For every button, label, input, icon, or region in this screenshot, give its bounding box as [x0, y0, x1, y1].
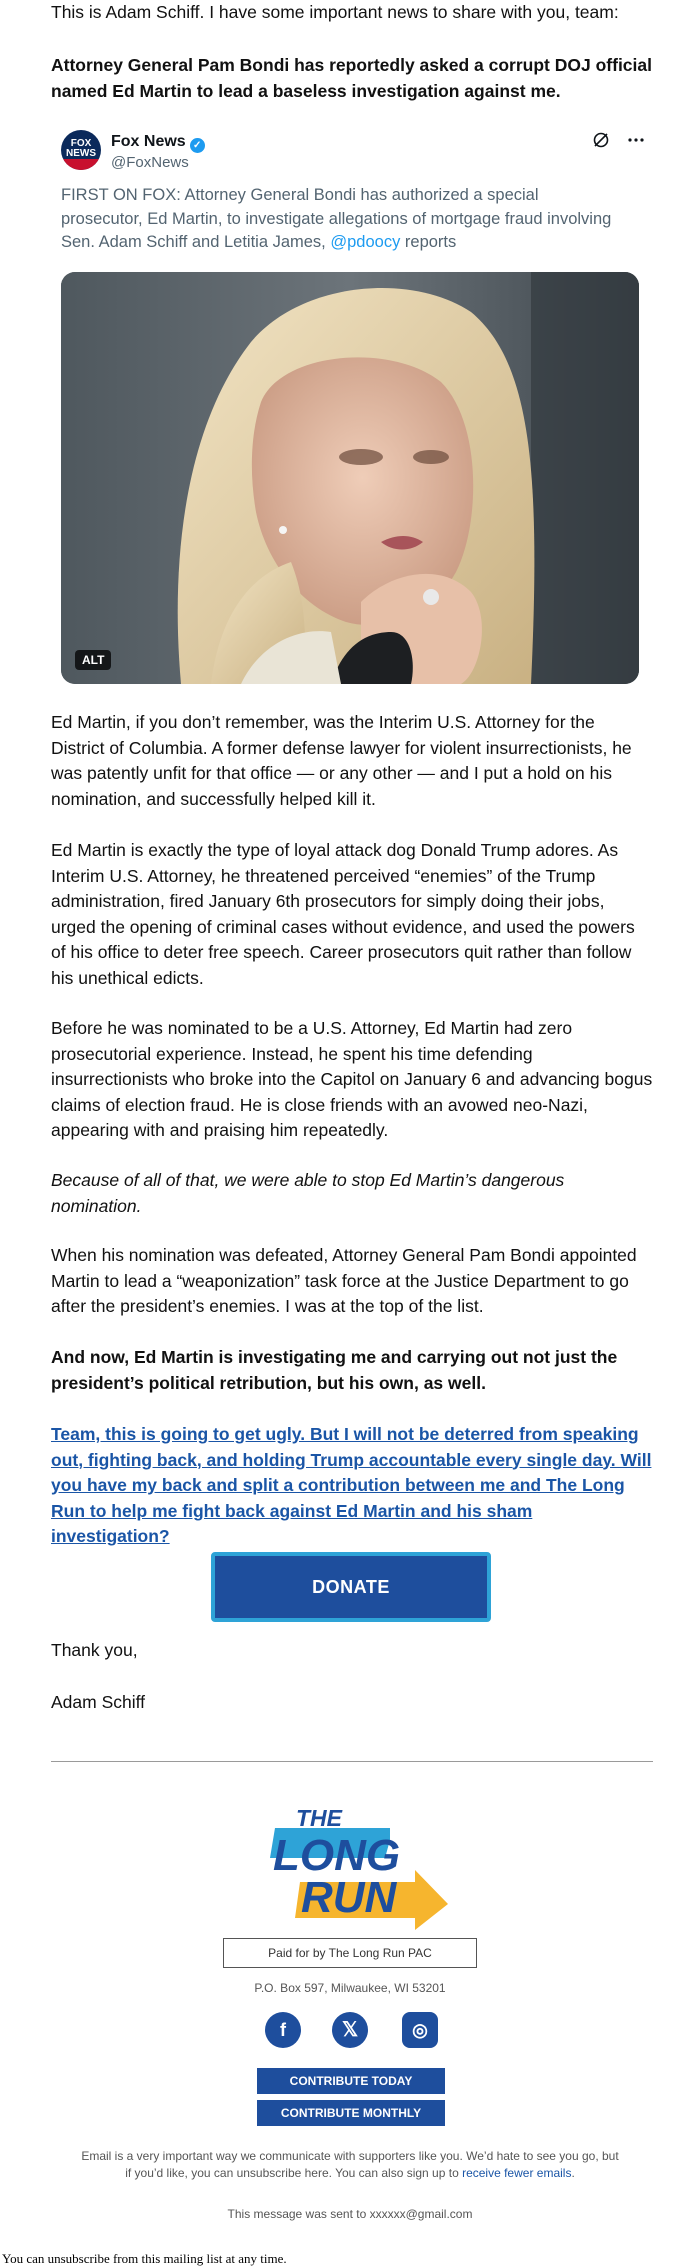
- the-long-run-logo[interactable]: [255, 1800, 450, 1930]
- tweet-author-handle[interactable]: @FoxNews: [111, 154, 189, 171]
- donate-button-label: DONATE: [312, 1576, 390, 1597]
- tweet-text: [61, 184, 621, 255]
- x-icon[interactable]: 𝕏: [332, 2012, 368, 2048]
- contribute-today-button[interactable]: CONTRIBUTE TODAY: [257, 2068, 445, 2094]
- email-notice: [80, 2148, 620, 2182]
- paragraph-1: Ed Martin, if you don’t remember, was the Interim U.S. Attorney for the District of Columbia. A former defense lawyer for violent insurrectionists, he was patently unfit for that office — or any other — and I put a hold on his nomination, and successfully helped kill it.: [51, 712, 632, 809]
- signature-text: Adam Schiff: [51, 1692, 146, 1712]
- headline-text: Attorney General Pam Bondi has reportedly asked a corrupt DOJ official named Ed Martin to lead a baseless investigation against me.: [51, 55, 652, 101]
- tweet-author-label: Fox News: [111, 133, 186, 150]
- logo-line-run: RUN: [301, 1873, 397, 1922]
- logo-line-the: THE: [296, 1805, 342, 1831]
- fox-news-avatar[interactable]: [61, 130, 101, 170]
- facebook-icon[interactable]: f: [265, 2012, 301, 2048]
- tweet-photo[interactable]: [61, 272, 639, 684]
- verified-badge-icon: ✓: [190, 138, 205, 153]
- paragraph-5: When his nomination was defeated, Attorney General Pam Bondi appointed Martin to lead a “weaponization” task force at the Justice Department to go after the president’s enemies. I was at the top of the list.: [51, 1245, 637, 1316]
- paid-for-by-box: Paid for by The Long Run PAC: [223, 1938, 477, 1968]
- avatar-text: FOX NEWS: [66, 138, 96, 159]
- embedded-tweet[interactable]: [51, 115, 653, 695]
- alt-text-badge[interactable]: ALT: [75, 650, 111, 670]
- email-notice-text: Email is a very important way we communicate with supporters like you. We’d hate to see you go, but if you’d like, you can unsubscribe here. You can also sign up to: [81, 2149, 619, 2180]
- contribution-ask-link[interactable]: Team, this is going to get ugly. But I will not be deterred from speaking out, fighting back, and holding Trump accountable every single day. Will you have my back and split a contribution between me and The Long Run to help me fight back against Ed Martin and his sham investigation?: [51, 1424, 652, 1546]
- tweet-author-name[interactable]: [111, 133, 205, 153]
- paragraph-6: And now, Ed Martin is investigating me and carrying out not just the president’s political retribution, but his own, as well.: [51, 1347, 618, 1393]
- tweet-actions: [580, 131, 645, 154]
- instagram-icon[interactable]: ◎: [402, 2012, 438, 2048]
- logo-line-long: LONG: [273, 1831, 401, 1880]
- tweet-text-end: reports: [400, 233, 457, 251]
- paragraph-4: Because of all of that, we were able to stop Ed Martin’s dangerous nomination.: [51, 1170, 565, 1216]
- grok-icon[interactable]: [592, 133, 615, 153]
- more-icon[interactable]: [627, 133, 645, 153]
- logo-graphic: [255, 1800, 450, 1930]
- sent-to-notice: This message was sent to xxxxxx@gmail.com: [227, 2207, 473, 2221]
- avatar-stripe: [61, 159, 101, 170]
- tweet-text-body: FIRST ON FOX: Attorney General Bondi has authorized a special prosecutor, Ed Martin, to investigate allegations of mortgage fraud involving Sen. Adam Schiff and Letitia James,: [61, 186, 612, 251]
- paragraph-3: Before he was nominated to be a U.S. Attorney, Ed Martin had zero prosecutorial experience. Instead, he spent his time defending insurrectionists who broke into the Capitol on January 6 and advancing bogus claims of election fraud. He is close friends with an avowed neo-Nazi, appearing with and praising him repeatedly.: [51, 1018, 653, 1140]
- donate-button[interactable]: [211, 1552, 491, 1622]
- paragraph-2: Ed Martin is exactly the type of loyal attack dog Donald Trump adores. As Interim U.S. Attorney, he threatened perceived “enemies” of the Trump administration, fired January 6th prosecutors for simply doing their jobs, urged the opening of criminal cases without evidence, and used the powers of his office to deter free speech. Career prosecutors quit rather than follow his unethical edicts.: [51, 840, 635, 988]
- photo-illustration: [61, 272, 639, 684]
- contribute-monthly-button[interactable]: CONTRIBUTE MONTHLY: [257, 2100, 445, 2126]
- intro-text: This is Adam Schiff. I have some important news to share with you, team:: [51, 2, 619, 22]
- tweet-mention-link[interactable]: @pdoocy: [330, 233, 401, 251]
- unsubscribe-line: You can unsubscribe from this mailing list at any time.: [2, 2251, 287, 2266]
- closing-text: Thank you,: [51, 1640, 138, 1660]
- receive-fewer-emails-link[interactable]: receive fewer emails: [462, 2166, 572, 2180]
- footer-divider: [51, 1761, 653, 1762]
- mailing-address: P.O. Box 597, Milwaukee, WI 53201: [254, 1981, 446, 1995]
- email-notice-end: .: [571, 2166, 575, 2180]
